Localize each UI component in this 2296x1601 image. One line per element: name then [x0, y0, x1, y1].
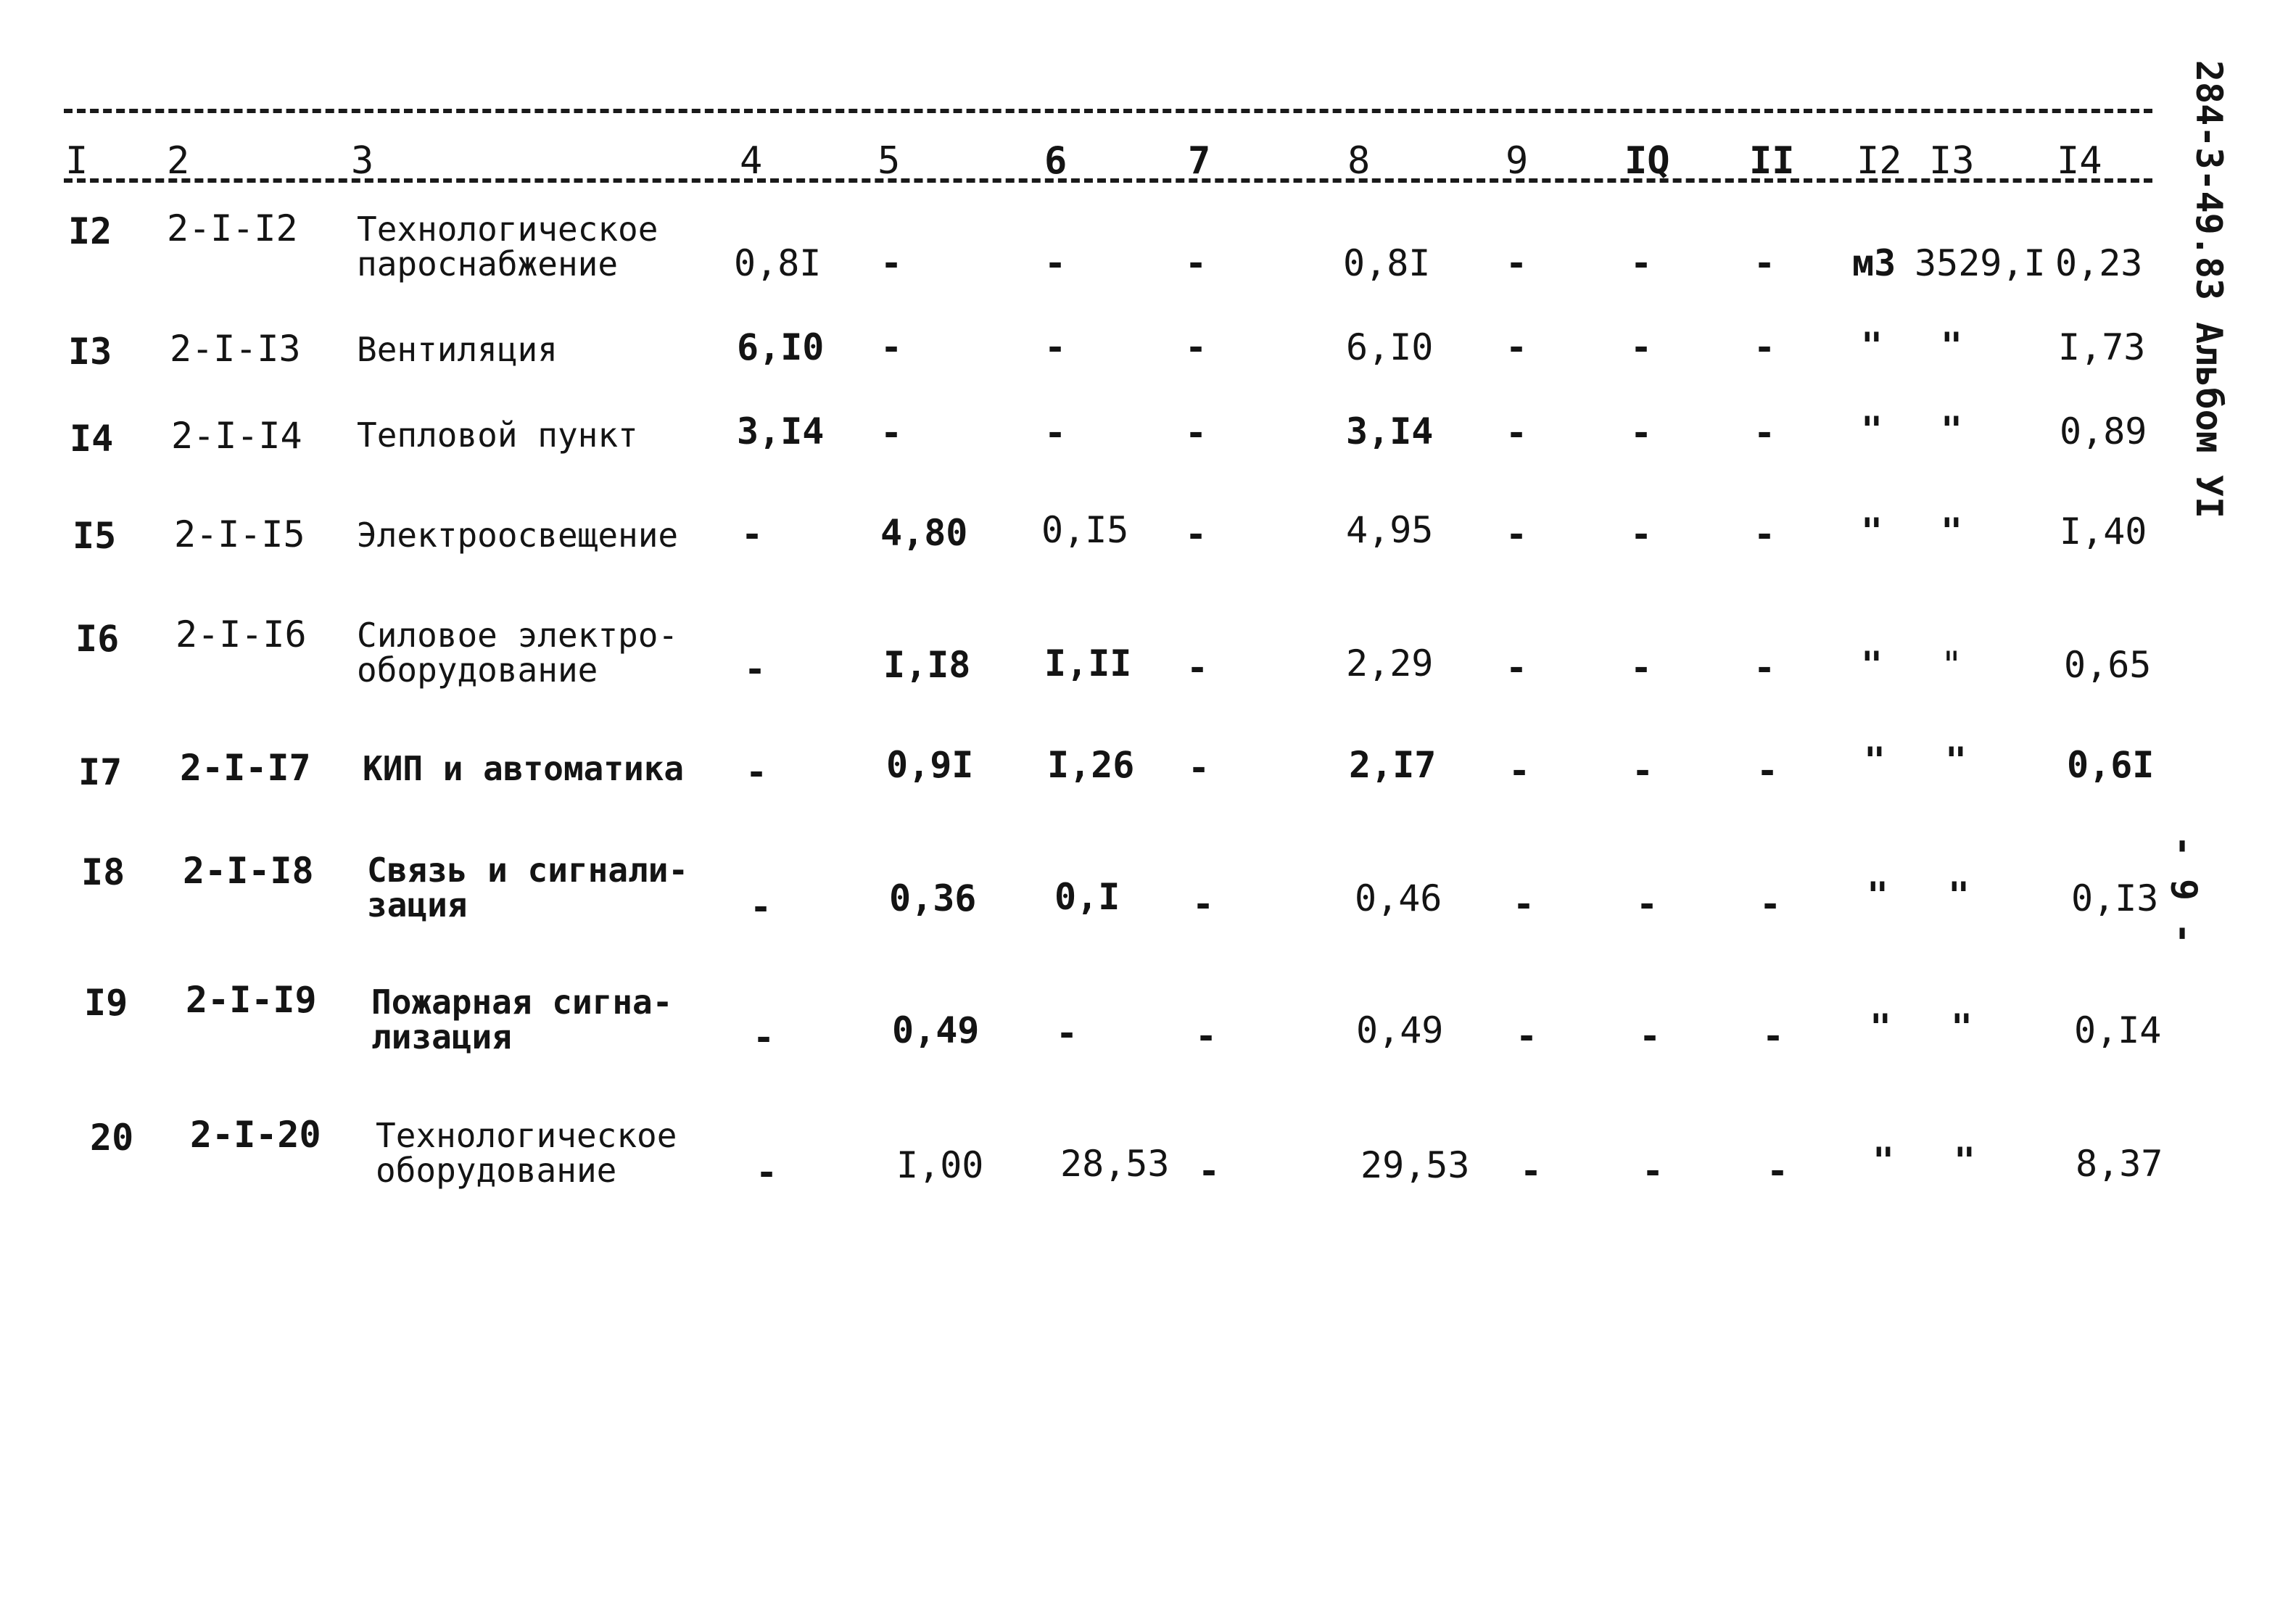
- cell-col-14: 0,I3: [2071, 877, 2159, 919]
- cell-col-7: -: [1192, 883, 1215, 925]
- cell-col-8: 2,29: [1346, 642, 1434, 684]
- row-name-line: Связь и сигнали-: [367, 851, 689, 890]
- cell-col-6: -: [1044, 242, 1067, 284]
- row-name-line: КИП и автоматика: [363, 749, 685, 788]
- row-name: [357, 210, 658, 284]
- row-number: I4: [70, 418, 114, 460]
- cell-col-13: 3529,I: [1915, 242, 2046, 284]
- cell-col-13: ": [1954, 1140, 1976, 1182]
- row-name: [357, 415, 638, 455]
- cell-col-9: -: [1506, 412, 1528, 454]
- cell-col-6: -: [1044, 412, 1067, 454]
- cell-col-8: 4,95: [1346, 509, 1434, 551]
- header-col-6: 6: [1044, 139, 1068, 183]
- cell-col-10: -: [1632, 750, 1654, 792]
- cell-col-5: 0,36: [889, 877, 977, 919]
- cell-col-6: -: [1056, 1012, 1078, 1054]
- cell-col-6: I,26: [1047, 744, 1135, 786]
- cell-col-13: ": [1951, 1006, 1973, 1048]
- top-dashed-rule: [64, 109, 2152, 113]
- cell-col-8: 2,I7: [1349, 744, 1437, 786]
- cell-col-12: ": [1861, 510, 1883, 553]
- cell-col-13: ": [1945, 740, 1967, 782]
- cell-col-11: -: [1756, 750, 1779, 792]
- page-number: - 9 -: [2163, 835, 2205, 945]
- row-number: I9: [84, 982, 128, 1024]
- cell-col-12: ": [1867, 874, 1889, 917]
- cell-col-6: 28,53: [1060, 1143, 1170, 1185]
- row-name-line: Силовое электро-: [357, 616, 679, 655]
- row-name: [357, 616, 679, 690]
- cell-col-7: -: [1198, 1150, 1221, 1192]
- row-number: I2: [68, 210, 112, 252]
- cell-col-5: I,I8: [883, 644, 971, 686]
- header-col-12: I2: [1857, 139, 1902, 183]
- header-col-14: I4: [2057, 139, 2102, 183]
- cell-col-8: 0,49: [1356, 1009, 1444, 1051]
- header-col-7: 7: [1188, 139, 1211, 183]
- row-name-line: Тепловой пункт: [357, 415, 638, 455]
- cell-col-9: -: [1508, 750, 1531, 792]
- cell-col-12: ": [1872, 1140, 1895, 1182]
- cell-col-14: 0,6I: [2067, 744, 2155, 786]
- cell-col-8: 0,8I: [1343, 242, 1431, 284]
- cell-col-11: -: [1754, 242, 1776, 284]
- cell-col-6: 0,I5: [1041, 509, 1129, 551]
- row-name-line: пароснабжение: [357, 244, 619, 284]
- cell-col-11: -: [1754, 412, 1776, 454]
- row-code: 2-I-20: [190, 1114, 321, 1156]
- cell-col-7: -: [1186, 647, 1209, 689]
- cell-col-13: ": [1948, 874, 1970, 917]
- cell-col-4: 0,8I: [734, 242, 822, 284]
- row-name-line: лизация: [371, 1017, 512, 1056]
- cell-col-10: -: [1630, 326, 1653, 368]
- cell-col-7: -: [1195, 1015, 1218, 1057]
- cell-col-6: 0,I: [1054, 876, 1120, 918]
- cell-col-13: ": [1941, 644, 1963, 686]
- cell-col-11: -: [1759, 883, 1782, 925]
- row-code: 2-I-I6: [175, 613, 307, 655]
- header-col-4: 4: [740, 139, 763, 183]
- cell-col-6: -: [1044, 326, 1067, 368]
- header-col-3: 3: [351, 139, 374, 183]
- header-col-2: 2: [167, 139, 190, 183]
- row-number: 20: [90, 1117, 134, 1159]
- cell-col-12: ": [1861, 644, 1883, 686]
- row-name-line: Пожарная сигна-: [371, 982, 673, 1022]
- cell-col-9: -: [1520, 1150, 1543, 1192]
- cell-col-7: -: [1185, 242, 1207, 284]
- row-code: 2-I-I8: [183, 850, 314, 892]
- side-document-code: 284-3-49.83 Альбом УI: [2188, 59, 2231, 519]
- row-name-line: оборудование: [357, 650, 598, 690]
- cell-col-10: -: [1642, 1150, 1664, 1192]
- cell-col-14: 0,I4: [2074, 1009, 2162, 1051]
- row-name: [376, 1118, 677, 1188]
- row-code: 2-I-I7: [180, 747, 311, 789]
- cell-col-4: -: [756, 1151, 778, 1193]
- cell-col-13: ": [1941, 409, 1963, 451]
- row-code: 2-I-I2: [167, 207, 298, 249]
- header-col-9: 9: [1506, 139, 1529, 183]
- cell-col-10: -: [1630, 513, 1653, 555]
- cell-col-9: -: [1516, 1015, 1538, 1057]
- cell-col-14: 8,37: [2076, 1143, 2163, 1185]
- cell-col-10: -: [1630, 412, 1653, 454]
- row-name-line: зация: [367, 885, 468, 924]
- row-code: 2-I-I4: [171, 415, 302, 457]
- cell-col-12: ": [1864, 740, 1886, 782]
- row-name-line: Технологическое: [357, 210, 658, 249]
- cell-col-12: ": [1870, 1006, 1892, 1048]
- cell-col-10: -: [1630, 242, 1653, 284]
- cell-col-4: -: [746, 751, 768, 793]
- row-code: 2-I-I9: [186, 979, 317, 1021]
- cell-col-9: -: [1506, 513, 1528, 555]
- cell-col-5: 4,80: [880, 512, 968, 554]
- cell-col-11: -: [1754, 326, 1776, 368]
- cell-col-5: -: [880, 242, 903, 284]
- cell-col-5: 0,9I: [886, 744, 974, 786]
- cell-col-14: I,73: [2058, 326, 2146, 368]
- cell-col-4: 6,I0: [737, 326, 825, 368]
- cell-col-11: -: [1754, 513, 1776, 555]
- header-col-13: I3: [1929, 139, 1975, 183]
- cell-col-14: 0,23: [2055, 242, 2143, 284]
- row-number: I5: [73, 515, 117, 557]
- cell-col-14: I,40: [2060, 510, 2147, 553]
- cell-col-5: I,00: [896, 1144, 984, 1186]
- cell-col-11: -: [1767, 1150, 1789, 1192]
- cell-col-4: 3,I4: [737, 410, 825, 452]
- cell-col-12: м3: [1852, 242, 1896, 284]
- row-name: [367, 853, 688, 922]
- row-number: I7: [78, 751, 123, 793]
- cell-col-13: ": [1941, 325, 1963, 367]
- row-name-line: Технологическое: [376, 1116, 677, 1155]
- row-number: I3: [68, 331, 112, 373]
- cell-col-10: -: [1636, 883, 1659, 925]
- cell-col-11: -: [1754, 647, 1776, 689]
- row-code: 2-I-I5: [174, 513, 305, 555]
- cell-col-8: 29,53: [1360, 1144, 1470, 1186]
- row-name: [371, 982, 673, 1056]
- cell-col-14: 0,89: [2060, 410, 2147, 452]
- cell-col-8: 3,I4: [1346, 410, 1434, 452]
- cell-col-7: -: [1185, 412, 1207, 454]
- cell-col-6: I,II: [1044, 642, 1132, 684]
- row-name: [363, 751, 684, 786]
- row-name-line: оборудование: [376, 1151, 617, 1190]
- row-name-line: Электроосвещение: [357, 516, 679, 555]
- cell-col-9: -: [1513, 883, 1535, 925]
- cell-col-14: 0,65: [2064, 644, 2152, 686]
- cell-col-12: ": [1861, 409, 1883, 451]
- header-dashed-rule: [64, 178, 2152, 183]
- cell-col-13: ": [1941, 510, 1963, 553]
- header-col-10: IQ: [1624, 139, 1670, 183]
- cell-col-7: -: [1185, 326, 1207, 368]
- cell-col-9: -: [1506, 647, 1528, 689]
- header-col-1: I: [65, 139, 88, 183]
- cell-col-7: -: [1185, 513, 1207, 555]
- cell-col-7: -: [1188, 747, 1210, 789]
- row-code: 2-I-I3: [170, 328, 301, 370]
- cell-col-8: 0,46: [1355, 877, 1442, 919]
- cell-col-9: -: [1506, 326, 1528, 368]
- cell-col-5: -: [880, 326, 903, 368]
- cell-col-4: -: [753, 1017, 775, 1059]
- cell-col-4: -: [741, 513, 764, 555]
- header-col-11: II: [1749, 139, 1795, 183]
- cell-col-9: -: [1506, 242, 1528, 284]
- row-number: I6: [75, 618, 120, 660]
- cell-col-12: ": [1861, 325, 1883, 367]
- cell-col-8: 6,I0: [1346, 326, 1434, 368]
- cell-col-4: -: [750, 886, 772, 928]
- row-name: [357, 332, 558, 367]
- cell-col-10: -: [1639, 1015, 1661, 1057]
- cell-col-10: -: [1630, 647, 1653, 689]
- header-col-5: 5: [877, 139, 901, 183]
- cell-col-5: 0,49: [892, 1009, 980, 1051]
- cell-col-4: -: [744, 648, 767, 690]
- cell-col-5: -: [880, 412, 903, 454]
- cell-col-11: -: [1762, 1015, 1785, 1057]
- row-number: I8: [81, 851, 125, 893]
- row-name: [357, 518, 678, 553]
- header-col-8: 8: [1347, 139, 1371, 183]
- row-name-line: Вентиляция: [357, 330, 558, 369]
